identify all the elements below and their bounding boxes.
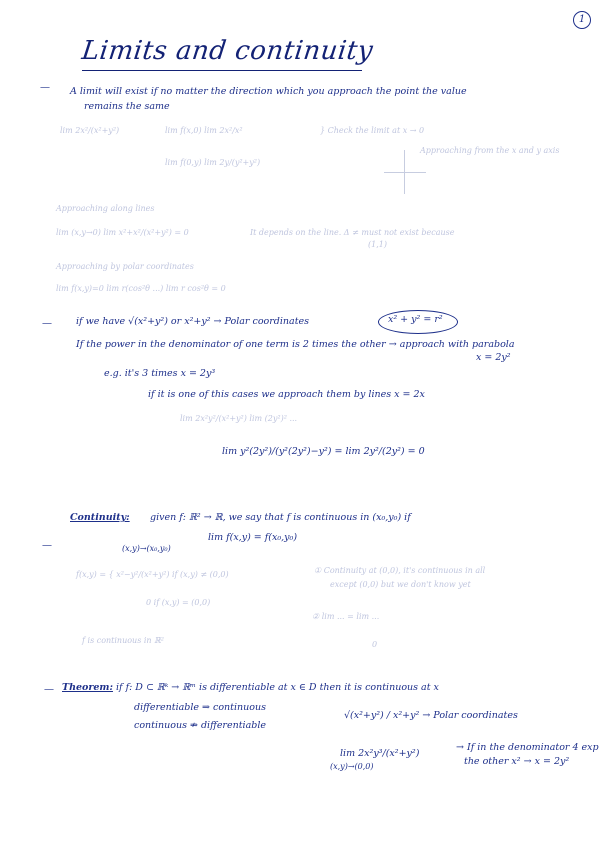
theorem-line-3: continuous ⇏ differentiable	[134, 720, 266, 731]
polar-formula: lim f(x,y)=0 lim r(cos²θ ...) lim r cos²θ = 0	[56, 284, 226, 293]
theorem-label: Theorem:	[62, 682, 113, 693]
final-limit: lim 2x²y³/(x²+y²)	[340, 748, 420, 759]
faint-parabola-limit: lim 2x²y²/(x²+y²) lim (2y²)² ...	[180, 414, 298, 423]
faint-piecewise-note-2: except (0,0) but we don't know yet	[330, 580, 471, 589]
polar-heading: Approaching by polar coordinates	[56, 262, 194, 271]
parabola-sub: x = 2y²	[476, 352, 511, 363]
polar-boxed: x² + y² = r²	[388, 314, 443, 325]
faint-second-limit: lim f(0,y) lim 2y/(y²+y²)	[165, 158, 261, 167]
margin-mark: —	[40, 82, 50, 93]
faint-piecewise-2: 0 if (x,y) = (0,0)	[146, 598, 211, 607]
final-limit-sub: (x,y)→(0,0)	[330, 762, 374, 771]
example-sub: if it is one of this cases we approach them by lines x = 2x	[148, 389, 425, 400]
polar-note: if we have √(x²+y²) or x²+y² → Polar coordinates	[76, 316, 310, 327]
faint-piecewise-note-3: ② lim ... = lim ...	[312, 612, 380, 621]
faint-limits-mid: lim f(x,0) lim 2x²/x²	[165, 126, 243, 135]
title-underline	[82, 70, 362, 71]
continuity-label: Continuity:	[70, 512, 130, 523]
continuity-def: given f: ℝ² → ℝ, we say that f is continuous in (x₀,y₀) if	[150, 512, 411, 523]
final-note-2: the other x² → x = 2y²	[464, 756, 570, 767]
page-title: Limits and continuity	[80, 36, 375, 66]
margin-mark: —	[42, 318, 52, 329]
intro-line-2: remains the same	[84, 101, 170, 112]
axis-sketch-horizontal	[384, 172, 426, 173]
theorem-line-1: if f: D ⊂ ℝᵏ → ℝᵐ is differentiable at x ∈ D then it is continuous at x	[116, 682, 439, 693]
parabola-result: lim y²(2y²)/(y²(2y²)−y²) = lim 2y²/(2y²) = 0	[222, 446, 425, 457]
approach-lines-note: It depends on the line. Δ ≠ must not exist because	[250, 228, 455, 237]
theorem-line-2: differentiable ⇒ continuous	[134, 702, 266, 713]
faint-piecewise-note-1: ① Continuity at (0,0), it's continuous in all	[314, 566, 486, 575]
parabola-line: If the power in the denominator of one term is 2 times the other → approach with parabola	[76, 339, 515, 350]
example-line: e.g. it's 3 times x = 2y³	[104, 368, 216, 379]
faint-continuous-r2: f is continuous in ℝ²	[82, 636, 164, 645]
page-number: 1	[573, 11, 591, 29]
faint-zero: 0	[372, 640, 378, 649]
faint-limits-left: lim 2x²/(x²+y²)	[60, 126, 120, 135]
approach-lines-formula: lim (x,y→0) lim x²+x²/(x²+y²) = 0	[56, 228, 189, 237]
intro-line-1: A limit will exist if no matter the direction which you approach the point the value	[70, 86, 467, 97]
polar-reminder: √(x²+y²) / x²+y² → Polar coordinates	[344, 710, 518, 721]
margin-mark: —	[44, 684, 54, 695]
continuity-sub: (x,y)→(x₀,y₀)	[122, 544, 171, 553]
faint-piecewise-1: f(x,y) = { x²−y²/(x²+y²) if (x,y) ≠ (0,0)	[76, 570, 229, 579]
margin-mark: —	[42, 540, 52, 551]
faint-limits-right: } Check the limit at x → 0	[320, 126, 425, 135]
approach-lines-point: (1,1)	[368, 240, 387, 249]
faint-approach-note: Approaching from the x and y axis	[420, 146, 560, 155]
final-note-1: → If in the denominator 4 exp	[456, 742, 599, 753]
continuity-limit: lim f(x,y) = f(x₀,y₀)	[208, 532, 298, 543]
approach-lines-heading: Approaching along lines	[56, 204, 155, 213]
